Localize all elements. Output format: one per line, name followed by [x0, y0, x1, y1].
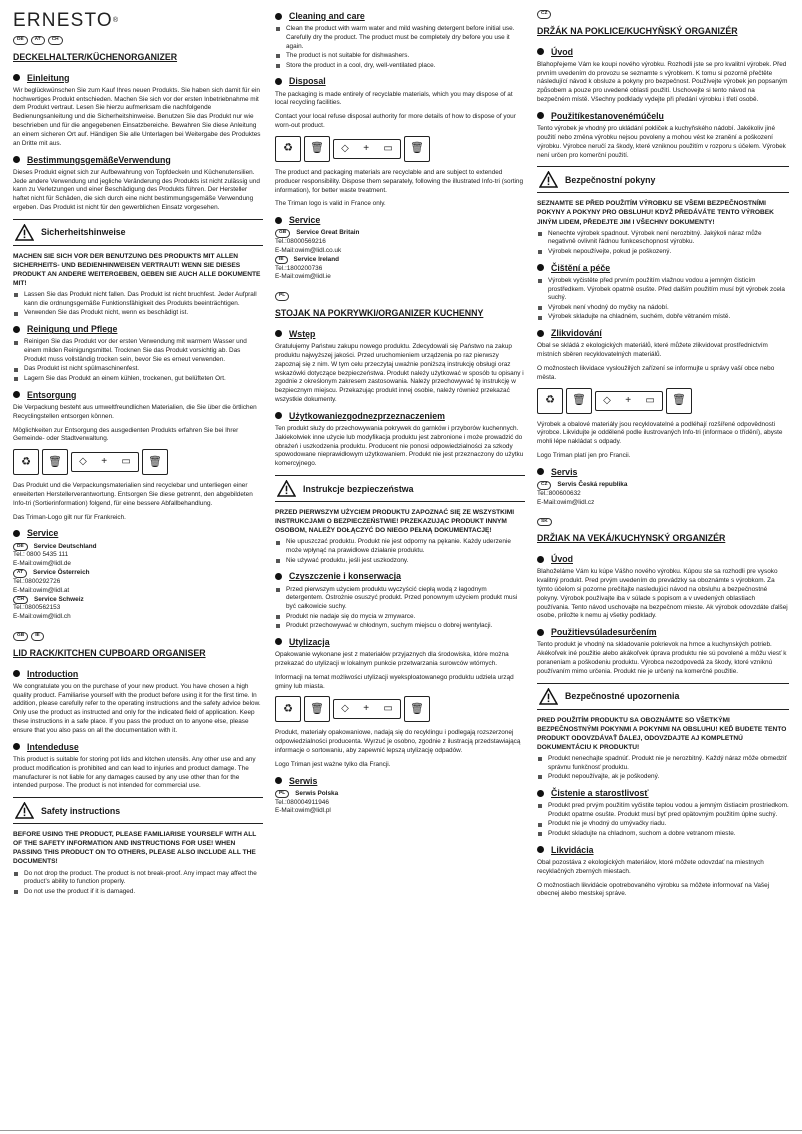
heading-introduction: Úvod [537, 553, 789, 565]
paragraph-introduction: We congratulate you on the purchase of your new product. You have chosen a high quality product. Familiarise yourself with the product before using it for the first time. In addition, please carefully refer to the operating instructions and the safety advice below. Only use the product as instructed and only for the indicated field of application. Keep these instructions in a safe place. If you pass the product on to anyone else, please ensure that you also pass on all the documentation with it. [13, 682, 261, 734]
heading-intended-use: Użytkowaniezgodnezprzeznaczeniem [275, 410, 525, 422]
safety-list [537, 755, 789, 782]
heading-care: Čištění a péče [537, 262, 789, 274]
bullet-dot-icon [275, 777, 282, 784]
triman-icon: ♻ [275, 696, 301, 722]
bullet-dot-icon [13, 156, 20, 163]
warning-triangle-icon [15, 802, 34, 819]
care-list [13, 338, 263, 383]
heading-care: Cleaning and care [275, 10, 525, 22]
paragraph-disposal: Contact your local refuse disposal authority for more details of how to dispose of your worn-out product. [275, 113, 516, 130]
recycle-bin-icon: 🗑 [42, 449, 68, 475]
paragraph-introduction: Blahoželáme Vám ku kúpe Vášho nového výrobku. Kúpou ste sa rozhodli pre vysoko kvalitný produkt. Pred prvým uvedením do prevádzky sa oboznámte s výrobkom. Za týmto účelom si pozorne prečítajte nasledujúci návod na obsluhu a bezpečnostné pokyny. Výrobok používajte iba v súlade s popisom a v uvedených oblastiach používania. Tento návod uschovajte na bezpečnom mieste. Ak výrobok odovzdáte ďalšej osobe, priložte k nemu aj všetky podklady. [537, 568, 788, 620]
service-block: DE Service Deutschland Tel.: 0800 5435 111 E-Mail:owim@lidl.de AT Service Österreich Tel.:0800292726 E-Mail:owim@lidl.at CH Service Schweiz Tel.:0800562153 E-Mail:owim@lidl.ch [13, 543, 263, 622]
bullet-dot-icon [275, 13, 282, 20]
service-email: E-Mail:owim@lidl.de [13, 560, 71, 568]
service-phone: Tel.:0800562153 [13, 604, 61, 612]
service-phone: Tel.:08000569216 [275, 238, 326, 246]
care-list [275, 586, 525, 631]
paragraph-disposal: O možnostiach likvidácie opotrebovaného výrobku sa môžete informovať na Vašej obecnej alebo mestskej správe. [537, 881, 770, 898]
sorting-info-icon: ◇ + ▭ [595, 391, 663, 411]
recycling-info-icon [537, 388, 789, 414]
paragraph-introduction: Wir beglückwünschen Sie zum Kauf Ihres neuen Produkts. Sie haben sich damit für ein hochwertiges Produkt entschieden. Machen Sie sich vor der ersten Inbetriebnahme mit dem Produkt vertraut. Lesen Sie hierzu aufmerksam die nachfolgende Bedienungsanleitung und die Sicherheitshinweise. Benutzen Sie das Produkt nur wie beschrieben und für die angegebenen Einsatzbereiche. Bewahren Sie diese Anleitung an einem sicheren Ort auf. Händigen Sie alle Unterlagen bei Weitergabe des Produktes an Dritte mit aus. [13, 86, 261, 147]
recycling-info-icon [275, 696, 525, 722]
bullet-dot-icon [13, 743, 20, 750]
heading-care: Čistenie a starostlivosť [537, 787, 789, 799]
warning-triangle-icon [277, 480, 296, 497]
country-badge: CH [48, 36, 63, 45]
safety-warning-text: BEFORE USING THE PRODUCT, PLEASE FAMILIARISE YOURSELF WITH ALL OF THE SAFETY INFORMATION AND INSTRUCTIONS FOR USE! WHEN PASSING THIS PRODUCT ON TO OTHERS, PLEASE ALSO INCLUDE ALL THE DOCUMENTS! [13, 831, 257, 866]
service-email: E-Mail:owim@lidl.at [13, 586, 70, 594]
heading-safety: Bezpečnostné upozornenia [537, 683, 789, 710]
country-badge: GB [275, 229, 290, 238]
bullet-dot-icon [537, 629, 544, 636]
bullet-dot-icon [537, 846, 544, 853]
bullet-dot-icon [537, 264, 544, 271]
safety-warning-text: MACHEN SIE SICH VOR DER BENUTZUNG DES PRODUKTS MIT ALLEN SICHERHEITS- UND BEDIENHINWEISEN VERTRAUT! WENN SIE DIESES PRODUKT AN ANDERE WEITERGEBEN, GEBEN SIE AUCH ALLE DOKUMENTE MIT! [13, 252, 261, 288]
heading-service: Servis [537, 466, 789, 478]
bullet-dot-icon [275, 330, 282, 337]
paragraph-disposal: Das Triman-Logo gilt nur für Frankreich. [13, 513, 126, 521]
list-item: Reinigen Sie das Produkt vor der ersten Verwendung mit warmem Wasser und einem milden Reinigungsmittel. Trocknen Sie das Produkt vorsichtig ab. Das Produkt muss vollständig trocken sein, bevor Sie es erneut verwenden. [13, 338, 263, 364]
brand-logo: ERNESTO® [13, 10, 120, 31]
bullet-dot-icon [537, 112, 544, 119]
list-item: Produkt przechowywać w chłodnym, suchym miejscu o dobrej wentylacji. [275, 622, 525, 631]
country-badge: SK [537, 518, 552, 527]
care-list [275, 25, 525, 70]
paragraph-disposal: The Triman logo is valid in France only. [275, 200, 386, 208]
bullet-dot-icon [13, 391, 20, 398]
safety-list [537, 230, 789, 257]
list-item: Výrobek skladujte na chladném, suchém, dobře větraném místě. [537, 313, 789, 322]
heading-service: Service [275, 214, 525, 226]
bullet-dot-icon [537, 556, 544, 563]
heading-disposal: Zlikvidování [537, 327, 789, 339]
list-item: Produkt nie nadaje się do mycia w zmywarce. [275, 613, 525, 622]
bullet-dot-icon [275, 78, 282, 85]
list-item: Store the product in a cool, dry, well-ventilated place. [275, 62, 525, 71]
recycle-bin-icon: 🗑 [404, 696, 430, 722]
heading-safety: Bezpečnostní pokyny [537, 166, 789, 193]
heading-service: Service [13, 527, 263, 539]
heading-safety: Safety instructions [13, 797, 263, 824]
heading-care: Reinigung und Pflege [13, 323, 263, 335]
heading-intended-use: BestimmungsgemäßeVerwendung [13, 154, 263, 166]
bullet-dot-icon [13, 326, 20, 333]
heading-safety: Sicherheitshinweise [13, 219, 263, 246]
bullet-dot-icon [275, 638, 282, 645]
country-badge: PL [275, 790, 289, 799]
bullet-dot-icon [13, 74, 20, 81]
list-item: Das Produkt ist nicht spülmaschinenfest. [13, 365, 263, 374]
paragraph-disposal: Produkt, materiały opakowaniowe, nadają się do recyklingu i podlegają rozszerzonej odpowiedzialności producenta. Wyrzuć je osobno, zgodnie z ilustracją przedstawiającą informacje o sortowaniu, aby zapewnić lepszą utylizację odpadów. [275, 729, 521, 755]
list-item: Nie używać produktu, jeśli jest uszkodzony. [275, 557, 525, 566]
safety-warning-text: SEZNAMTE SE PŘED POUŽITÍM VÝROBKU SE VŠEMI BEZPEČNOSTNÍMI POKYNY A POKYNY PRO OBSLUHU! KDYŽ PŘEDÁVÁTE TENTO VÝROBEK JINÝM LIDEM, PŘEDEJTE JIM I VŠECHNY DOKUMENTY! [537, 200, 774, 226]
recycling-info-icon [275, 136, 525, 162]
country-badge: DE [13, 543, 28, 552]
sorting-info-icon: ◇ + ▭ [333, 699, 401, 719]
service-block: GB Service Great Britain Tel.:08000569216 E-Mail:owim@lidl.co.uk IE Service Ireland Tel.:1800200736 E-Mail:owim@lidl.ie [275, 229, 525, 282]
list-item: Výrobek není vhodný do myčky na nádobí. [537, 304, 789, 313]
page-bottom-divider [0, 1130, 802, 1131]
service-email: E-Mail:owim@lidl.ie [275, 273, 331, 281]
heading-introduction: Úvod [537, 46, 789, 58]
paragraph-intended-use: Tento produkt je vhodný na skladovanie pokrievok na hrnce a kuchynských potrieb. Akékoľvek iné použitie alebo akákoľvek úprava produktu nie sú povolené a môžu viesť k poraneniam a poškodeniu produktu. Výrobca nezodpovedá za škody, ktoré vzniknú používaním mimo určenia. Produkt nie je určený na komerčné použitie. [537, 641, 787, 675]
paragraph-intended-use: Ten produkt służy do przechowywania pokrywek do garnków i przyborów kuchennych. Jakiekolwiek inne użycie lub modyfikacja produktu jest zabronione i może prowadzić do obrażeń i uszkodzenia produktu. Producent nie ponosi odpowiedzialności za szkody spowodowane nieprawidłowym użytkowaniem. Produkt nie jest przeznaczony do użytku komercyjnego. [275, 424, 524, 468]
sorting-info-icon: ◇ + ▭ [71, 452, 139, 472]
section-title-pl: STOJAK NA POKRYWKI/ORGANIZER KUCHENNY [275, 307, 484, 318]
service-email: E-Mail:owim@lidl.co.uk [275, 246, 342, 254]
heading-disposal: Disposal [275, 75, 525, 87]
list-item: Verwenden Sie das Produkt nicht, wenn es beschädigt ist. [13, 309, 263, 318]
service-phone: Tel.:0800292726 [13, 577, 61, 585]
section-title-sk: DRŽIAK NA VEKÁ/KUCHYNSKÝ ORGANIZÉR [537, 533, 726, 543]
heading-disposal: Likvidácia [537, 844, 789, 856]
list-item: Výrobek nepoužívejte, pokud je poškozený. [537, 248, 789, 257]
paragraph-intended-use: Tento výrobek je vhodný pro ukládání pokliček a kuchyňského nádobí. Jakékoliv jiné použití nebo změna výrobku nejsou povoleny a mohou vést ke zranění a poškození výrobku. Výrobce neručí za škody, které vzniknou použitím v rozporu s účelem. Výrobek není určen pro komerční použití. [537, 125, 786, 159]
list-item: Produkt pred prvým použitím vyčistite teplou vodou a jemným čistiacim prostriedkom. Produkt opatrne osušte. Produkt musí byť pred opätovným použitím úplne suchý. [537, 802, 789, 820]
care-list [537, 277, 789, 322]
section-title-de: DECKELHALTER/KÜCHENORGANIZER [13, 51, 178, 62]
list-item: Produkt skladujte na chladnom, suchom a dobre vetranom mieste. [537, 830, 789, 839]
paragraph-disposal: Výrobek a obalové materiály jsou recyklovatelné a podléhají rozšířené odpovědnosti výrobce. Likvidujte je odděleně podle ilustrovaných Info-tri (informace o třídění), abyste mohli lépe nakládat s odpady. [537, 420, 783, 446]
safety-warning-text: PRZED PIERWSZYM UŻYCIEM PRODUKTU ZAPOZNAĆ SIĘ ZE WSZYSTKIMI INSTRUKCJAMI O BEZPIECZEŃSTWIE! PRZEKAZUJĄC PRODUKT INNYM OSOBOM, NALEŻY DOŁĄCZYĆ DO NIEGO PEŁNĄ DOKUMENTACJĘ! [275, 509, 515, 535]
bullet-dot-icon [537, 790, 544, 797]
bullet-dot-icon [537, 468, 544, 475]
paragraph-disposal: O možnostech likvidace vysloužilých zařízení se informujte u správy vaší obce nebo města. [537, 364, 775, 381]
recycle-bin-icon: 🗑 [404, 136, 430, 162]
section-title-cz: DRŽÁK NA POKLICE/KUCHYŇSKÝ ORGANIZÉR [537, 25, 738, 36]
service-block: CZ Servis Česká republika Tel.:800600632 E-Mail:owim@lidl.cz [537, 481, 789, 507]
recycle-bin-icon: 🗑 [566, 388, 592, 414]
recycle-bin-icon: 🗑 [304, 136, 330, 162]
heading-introduction: Einleitung [13, 72, 263, 84]
safety-warning-text: PRED POUŽITÍM PRODUKTU SA OBOZNÁMTE SO VŠETKÝMI BEZPEČNOSTNÝMI POKYNMI A POKYNMI NA OBSLUHU! KEĎ BUDETE TENTO PRODUKT ODOVZDÁVAŤ ĎALEJ, ODOVZDAJTE AJ KOMPLETNÚ DOKUMENTÁCIU K PRODUKTU! [537, 716, 787, 751]
service-block: PL Serwis Polska Tel.:080004911946 E-Mail:owim@lidl.pl [275, 790, 525, 816]
country-badges-de [13, 36, 263, 45]
list-item: Do not use the product if it is damaged. [13, 888, 263, 897]
paragraph-disposal: Das Produkt und die Verpackungsmaterialien sind recyclebar und unterliegen einer erweiterten Herstellerverantwortung. Entsorgen Sie diese getrennt, den abgebildeten Info-tri (Sortierinformation) folgend, für eine bessere Abfallbehandlung. [13, 482, 253, 507]
list-item: Przed pierwszym użyciem produktu wyczyścić ciepłą wodą z łagodnym detergentem. Ostrożnie osuszyć produkt. Przed ponownym użyciem produkt musi być całkowicie suchy. [275, 586, 525, 612]
list-item: Produkt nie je vhodný do umývačky riadu. [537, 820, 789, 829]
heading-introduction: Introduction [13, 668, 263, 680]
country-badges-sk [537, 518, 789, 527]
list-item: Lagern Sie das Produkt an einem kühlen, trockenen, gut belüfteten Ort. [13, 375, 263, 384]
paragraph-disposal: Obal se skládá z ekologických materiálů, které můžete zlikvidovat prostřednictvím místních sběren recyklovatelných materiálů. [537, 342, 768, 359]
triman-icon: ♻ [275, 136, 301, 162]
service-email: E-Mail:owim@lidl.ch [13, 613, 71, 621]
recycle-bin-icon: 🗑 [142, 449, 168, 475]
bullet-dot-icon [275, 412, 282, 419]
list-item: Produkt nepoužívajte, ak je poškodený. [537, 773, 789, 782]
country-badges-pl [275, 292, 525, 301]
service-phone: Tel.: 0800 5435 111 [13, 551, 69, 559]
care-list [537, 802, 789, 839]
country-badge: CZ [537, 10, 551, 19]
paragraph-disposal: Möglichkeiten zur Entsorgung des ausgedienten Produkts erfahren Sie bei Ihrer Gemeinde- oder Stadtverwaltung. [13, 426, 239, 443]
list-item: Nie upuszczać produktu. Produkt nie jest odporny na pękanie. Każdy uderzenie może wpłynąć na prawidłowe działanie produktu. [275, 538, 525, 556]
paragraph-disposal: Logo Triman platí jen pro Francii. [537, 452, 631, 460]
list-item: Výrobek vyčistěte před prvním použitím vlažnou vodou a jemným čisticím prostředkem. Výrobek opatrně osušte. Před dalším použitím musí být výrobek zcela suchý. [537, 277, 789, 303]
heading-care: Czyszczenie i konserwacja [275, 570, 525, 582]
heading-safety: Instrukcje bezpieczeństwa [275, 475, 525, 502]
heading-disposal: Entsorgung [13, 389, 263, 401]
service-email: E-Mail:owim@lidl.pl [275, 807, 331, 815]
recycle-bin-icon: 🗑 [666, 388, 692, 414]
list-item: Lassen Sie das Produkt nicht fallen. Das Produkt ist nicht bruchfest. Jeder Aufprall kann die ordnungsgemäße Funktionsfähigkeit des Produkts beeinträchtigen. [13, 291, 263, 309]
recycle-bin-icon: 🗑 [304, 696, 330, 722]
heading-service: Serwis [275, 775, 525, 787]
column-1 [13, 10, 263, 901]
bullet-dot-icon [275, 217, 282, 224]
heading-introduction: Wstęp [275, 328, 525, 340]
bullet-dot-icon [13, 530, 20, 537]
list-item: The product is not suitable for dishwashers. [275, 52, 525, 61]
warning-triangle-icon [539, 171, 558, 188]
paragraph-intended-use: Dieses Produkt eignet sich zur Aufbewahrung von Topfdeckeln und Küchenutensilien. Jede andere Verwendung und jegliche Veränderung des Produkts ist nicht zulässig und kann zu Verletzungen und einer Beschädigung des Produkts führen. Der Hersteller haftet nicht für Schäden, die sich durch eine nicht bestimmungsgemäße Verwendung ergeben. Das Produkt ist nicht für den gewerblichen Einsatz vorgesehen. [13, 168, 260, 211]
triman-icon: ♻ [537, 388, 563, 414]
sorting-info-icon: ◇ + ▭ [333, 139, 401, 159]
country-badges-cz [537, 10, 789, 19]
country-badge: PL [275, 292, 289, 301]
service-phone: Tel.:800600632 [537, 489, 581, 497]
heading-intended-use: Použitíkestanovenémúčelu [537, 110, 789, 122]
warning-triangle-icon [539, 688, 558, 705]
country-badge: AT [31, 36, 45, 45]
list-item: Nenechte výrobek spadnout. Výrobek není nerozbitný. Jakýkoli náraz může negativně ovlivnit řádnou funkceschopnost výrobku. [537, 230, 789, 248]
country-badge: CH [13, 596, 28, 605]
bullet-dot-icon [13, 670, 20, 677]
paragraph-disposal: Die Verpackung besteht aus umweltfreundlichen Materialien, die Sie über die örtlichen Recyclingstellen entsorgen können. [13, 403, 257, 420]
warning-triangle-icon [15, 224, 34, 241]
safety-list [275, 538, 525, 565]
bullet-dot-icon [537, 330, 544, 337]
paragraph-intended-use: This product is suitable for storing pot lids and kitchen utensils. Any other use and any product modification is prohibited and can lead to injuries and product damage. The manufacturer is not liable for any damages caused by any use other than for the intended purpose. The product is not intended for commercial use. [13, 755, 256, 790]
column-3 [537, 10, 789, 904]
paragraph-disposal: Opakowanie wykonane jest z materiałów przyjaznych dla środowiska, które można przekazać do utylizacji w lokalnym punkcie przetwarzania surowców wtórnych. [275, 651, 509, 667]
heading-intended-use: Použitievsúladesurčením [537, 626, 789, 638]
service-phone: Tel.:1800200736 [275, 264, 323, 272]
service-email: E-Mail:owim@lidl.cz [537, 498, 595, 506]
paragraph-disposal: The product and packaging materials are recyclable and are subject to extended producer responsibility. Dispose them separately, following the illustrated Info-tri (sorting information), for better waste treatment. [275, 168, 524, 194]
recycling-info-icon [13, 449, 263, 475]
column-2 [275, 10, 525, 816]
country-badge: AT [13, 569, 27, 578]
paragraph-disposal: Obal pozostáva z ekologických materiálov, ktoré môžete odovzdať na miestnych recyklačných zberných miestach. [537, 858, 764, 875]
heading-disposal: Utylizacja [275, 636, 525, 648]
country-badge: IE [275, 256, 288, 265]
paragraph-introduction: Gratulujemy Państwu zakupu nowego produktu. Zdecydowali się Państwo na zakup produktu najwyższej jakości. Przed uruchomieniem urządzenia po raz pierwszy zapoznaj się z nim. W tym celu przeczytaj uważnie poniższą instrukcję obsługi oraz wskazówki dotyczące bezpieczeństwa. Produkt należy użytkować w sposób tu opisany i zgodnie z określonym zakresem zastosowania. Należy przechowywać tę instrukcję w bezpiecznym miejscu. Przekazując produkt innej osobie, należy również przekazać wszystkie dokumenty. [275, 343, 524, 404]
country-badge: DE [13, 36, 28, 45]
section-title-en: LID RACK/KITCHEN CUPBOARD ORGANISER [13, 647, 206, 658]
heading-intended-use: Intendeduse [13, 741, 263, 753]
paragraph-disposal: Logo Triman jest ważne tylko dla Francji. [275, 760, 391, 768]
bullet-dot-icon [537, 48, 544, 55]
paragraph-disposal: Informacji na temat możliwości utylizacji wyeksploatowanego produktu udziela urząd gminy lub miasta. [275, 673, 514, 690]
country-badges-en [13, 632, 263, 641]
service-phone: Tel.:080004911946 [275, 798, 329, 806]
country-badge: GB [13, 632, 28, 641]
triman-icon: ♻ [13, 449, 39, 475]
paragraph-disposal: The packaging is made entirely of recyclable materials, which you may dispose of at local recycling facilities. [275, 90, 513, 107]
country-badge: IE [31, 632, 44, 641]
list-item: Produkt nenechajte spadnúť. Produkt nie je nerozbitný. Každý náraz môže obmedziť správnu funkčnosť produktu. [537, 755, 789, 773]
bullet-dot-icon [275, 573, 282, 580]
safety-list [13, 291, 263, 318]
country-badge: CZ [537, 481, 551, 490]
paragraph-introduction: Blahopřejeme Vám ke koupi nového výrobku. Rozhodli jste se pro kvalitní výrobek. Před prvním uvedením do provozu se seznamte s výrobkem. K tomu si pozorně přečtěte následující návod k obsluze a pokyny pro bezpečnost. Používejte výrobek jen popsaným způsobem a pouze pro uvedené oblasti použití. Uschovejte si tento návod na bezpečném místě. Všechny podklady vydejte při předání výrobku i třetí osobě. [537, 60, 788, 104]
list-item: Do not drop the product. The product is not break-proof. Any impact may affect the product’s ability to function properly. [13, 870, 263, 888]
safety-list [13, 870, 263, 897]
list-item: Clean the product with warm water and mild washing detergent before initial use. Carefully dry the product. The product must be completely dry before you use it again. [275, 25, 525, 51]
